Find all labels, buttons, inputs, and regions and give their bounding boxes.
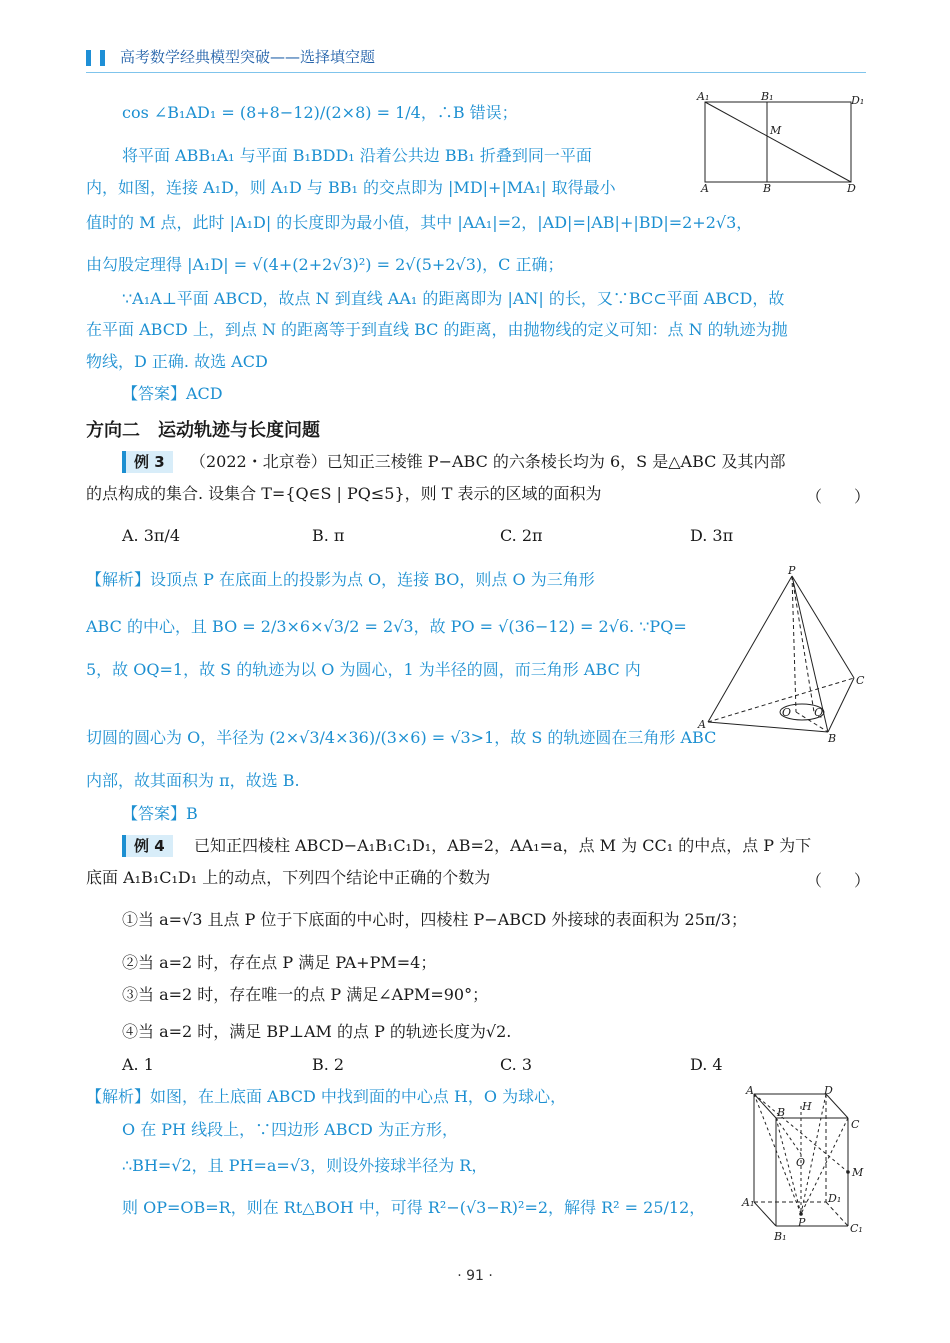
fig2-label-B: B	[828, 732, 837, 745]
fig3-label-M: M	[852, 1166, 864, 1179]
header-title: 高考数学经典模型突破——选择填空题	[120, 48, 376, 66]
example4-statement-3: ③当 a=2 时，存在唯一的点 P 满足∠APM=90°；	[122, 985, 489, 1004]
example4-line2: 底面 A₁B₁C₁D₁ 上的动点，下列四个结论中正确的个数为	[86, 868, 491, 887]
example4-statement-1: ①当 a=√3 且点 P 位于下底面的中心时，四棱柱 P−ABCD 外接球的表面积为 25π/3；	[122, 910, 747, 929]
example3-choice-b: B. π	[312, 526, 345, 545]
fig2-label-Q: Q	[814, 706, 824, 719]
part1-answer: 【答案】ACD	[122, 384, 223, 403]
fig3-label-B: B	[777, 1106, 786, 1119]
example4-answer-blank: （ ）	[806, 871, 871, 890]
example4-choice-d: D. 4	[690, 1055, 723, 1074]
fig1-label-D: D	[847, 182, 856, 195]
fig3-label-C: C	[851, 1118, 860, 1131]
example3-solution-1: 【解析】设顶点 P 在底面上的投影为点 O，连接 BO，则点 O 为三角形	[86, 570, 595, 589]
fig2-label-O: O	[782, 706, 792, 719]
example3-choice-d: D. 3π	[690, 526, 734, 545]
example3-answer: 【答案】B	[122, 804, 198, 823]
fig3-label-C1: C₁	[850, 1222, 863, 1235]
fig3-label-B1: B₁	[774, 1230, 787, 1243]
example4-solution-3: ∴BH=√2，且 PH=a=√3，则设外接球半径为 R，	[122, 1156, 488, 1175]
fig2-label-A: A	[698, 718, 706, 731]
fig1-label-B1: B₁	[761, 90, 774, 103]
example4-choice-b: B. 2	[312, 1055, 345, 1074]
section-title: 方向二 运动轨迹与长度问题	[86, 420, 320, 441]
example3-choice-c: C. 2π	[500, 526, 543, 545]
fig3-label-H: H	[802, 1100, 812, 1113]
example4-choice-a: A. 1	[122, 1055, 154, 1074]
fig3-label-D1: D₁	[828, 1192, 842, 1205]
header-bar-icon	[100, 50, 105, 66]
fig1-label-M: M	[770, 124, 782, 137]
example3-choice-a: A. 3π/4	[122, 526, 180, 545]
fig3-label-A: A	[746, 1084, 754, 1097]
example4-solution-4: 则 OP=OB=R，则在 Rt△BOH 中，可得 R²−(√3−R)²=2，解得 R² = 25/12，	[122, 1198, 706, 1217]
example3-solution-3: 5，故 OQ=1，故 S 的轨迹为以 O 为圆心，1 为半径的圆，而三角形 ABC 内	[86, 660, 641, 679]
fig2-label-P: P	[788, 564, 796, 577]
fig3-label-D: D	[824, 1084, 833, 1097]
example3-solution-2: ABC 的中心，且 BO = 2/3×6×√3/2 = 2√3，故 PO = √(36−12) = 2√6. ∵PQ=	[86, 617, 687, 636]
fig1-label-A: A	[701, 182, 709, 195]
example4-statement-2: ②当 a=2 时，存在点 P 满足 PA+PM=4；	[122, 953, 437, 972]
figure-rectangle-fold	[695, 88, 870, 198]
page-number: · 91 ·	[457, 1268, 493, 1284]
fig2-label-C: C	[856, 674, 865, 687]
example3-line1: （2022・北京卷）已知正三棱锥 P−ABC 的六条棱长均为 6，S 是△ABC 及其内部	[190, 452, 786, 471]
part1-line3: 内，如图，连接 A₁D，则 A₁D 与 BB₁ 的交点即为 |MD|+|MA₁| 取得最小	[86, 178, 616, 197]
header-divider	[86, 72, 866, 73]
figure-prism	[740, 1084, 870, 1244]
example3-solution-4: 切圆的圆心为 O，半径为 (2×√3/4×36)/(3×6) = √3>1，故 S 的轨迹圆在三角形 ABC	[86, 728, 717, 747]
example3-line2: 的点构成的集合. 设集合 T={Q∈S | PQ≤5}，则 T 表示的区域的面积为	[86, 484, 602, 503]
part1-line4: 值时的 M 点，此时 |A₁D| 的长度即为最小值，其中 |AA₁|=2，|AD|=|AB|+|BD|=2+2√3，	[86, 213, 753, 232]
example3-tag: 例 3	[122, 451, 173, 473]
part1-line2: 将平面 ABB₁A₁ 与平面 B₁BDD₁ 沿着公共边 BB₁ 折叠到同一平面	[122, 146, 592, 165]
fig1-label-A1: A₁	[697, 90, 710, 103]
figure-tetrahedron	[696, 564, 871, 749]
example4-solution-2: O 在 PH 线段上，∵四边形 ABCD 为正方形，	[122, 1120, 458, 1139]
part1-line6: ∵A₁A⊥平面 ABCD，故点 N 到直线 AA₁ 的距离即为 |AN| 的长，又∵BC⊂平面 ABCD，故	[122, 289, 785, 308]
example3-solution-5: 内部，故其面积为 π，故选 B.	[86, 771, 300, 790]
part1-line5: 由勾股定理得 |A₁D| = √(4+(2+2√3)²) = 2√(5+2√3)，C 正确；	[86, 255, 564, 274]
example4-tag: 例 4	[122, 835, 173, 857]
part1-line1: cos ∠B₁AD₁ = (8+8−12)/(2×8) = 1/4，∴B 错误；	[122, 103, 518, 122]
example3-answer-blank: （ ）	[806, 487, 871, 506]
header-bar-icon	[86, 50, 91, 66]
example4-solution-1: 【解析】如图，在上底面 ABCD 中找到面的中心点 H，O 为球心，	[86, 1087, 567, 1106]
fig3-label-P: P	[798, 1216, 806, 1229]
part1-line8: 物线，D 正确. 故选 ACD	[86, 352, 268, 371]
example4-choice-c: C. 3	[500, 1055, 533, 1074]
example4-line1: 已知正四棱柱 ABCD−A₁B₁C₁D₁，AB=2，AA₁=a，点 M 为 CC₁ 的中点，点 P 为下	[194, 836, 812, 855]
part1-line7: 在平面 ABCD 上，到点 N 的距离等于到直线 BC 的距离，由抛物线的定义可知：点 N 的轨迹为抛	[86, 320, 788, 339]
fig3-label-O: O	[796, 1156, 806, 1169]
example4-statement-4: ④当 a=2 时，满足 BP⊥AM 的点 P 的轨迹长度为√2.	[122, 1022, 512, 1041]
fig3-label-A1: A₁	[742, 1196, 755, 1209]
fig1-label-B: B	[763, 182, 772, 195]
page-header	[86, 44, 866, 74]
fig1-label-D1: D₁	[851, 94, 865, 107]
